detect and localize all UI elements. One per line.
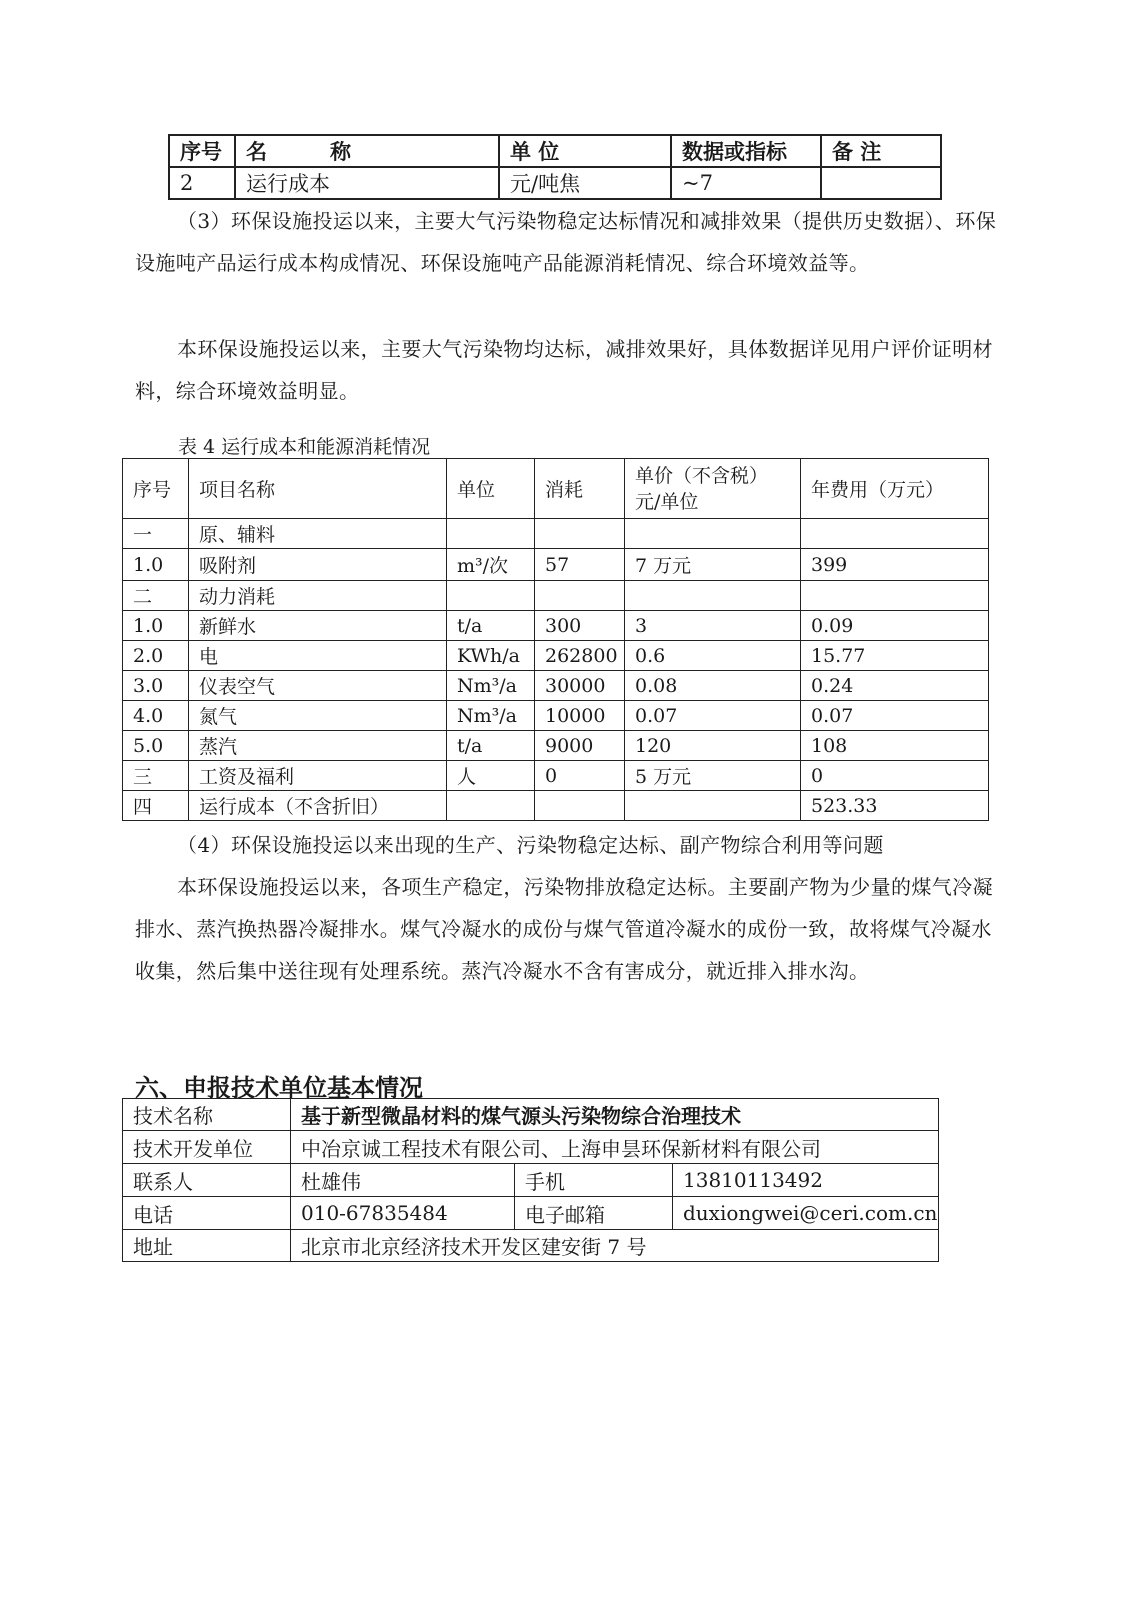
table-cell: 三 xyxy=(123,761,189,791)
table-row xyxy=(123,1131,939,1164)
label-cell: 联系人 xyxy=(123,1164,291,1197)
label-cell: 技术开发单位 xyxy=(123,1131,291,1164)
table-cell xyxy=(535,581,625,611)
table-cell: 0 xyxy=(535,761,625,791)
table-header-row xyxy=(123,459,989,519)
paragraph-byproducts: 本环保设施投运以来，各项生产稳定，污染物排放稳定达标。主要副产物为少量的煤气冷凝排水、蒸汽换热器冷凝排水。煤气冷凝水的成份与煤气管道冷凝水的成份一致，故将煤气冷凝水收集，然后集中送往现有处理系统。蒸汽冷凝水不含有害成分，就近排入排水沟。 xyxy=(135,875,993,983)
paragraph-summary: 本环保设施投运以来，主要大气污染物均达标，减排效果好，具体数据详见用户评价证明材料，综合环境效益明显。 xyxy=(135,337,993,403)
table-row xyxy=(123,1230,939,1262)
table-cell: 3 xyxy=(625,611,801,641)
table-cell xyxy=(447,581,535,611)
tech-name-value: 基于新型微晶材料的煤气源头污染物综合治理技术 xyxy=(291,1099,939,1131)
table-cell: 0.08 xyxy=(625,671,801,701)
header-cell: 单价（不含税）元/单位 xyxy=(625,459,801,519)
email-value: duxiongwei@ceri.com.cn xyxy=(673,1197,939,1230)
phone-value: 010-67835484 xyxy=(291,1197,515,1230)
table-cell: 3.0 xyxy=(123,671,189,701)
table-cell: 399 xyxy=(801,549,989,581)
table-cell: 原、辅料 xyxy=(189,519,447,549)
table-cell: 9000 xyxy=(535,731,625,761)
table-cell: 运行成本 xyxy=(235,167,499,199)
table-cell: 1.0 xyxy=(123,549,189,581)
table-cell: 工资及福利 xyxy=(189,761,447,791)
table-cell: 电 xyxy=(189,641,447,671)
table-cell: t/a xyxy=(447,611,535,641)
label-cell: 手机 xyxy=(515,1164,673,1197)
contact-value: 杜雄伟 xyxy=(291,1164,515,1197)
table-row xyxy=(123,701,989,731)
table-cell: Nm³/a xyxy=(447,671,535,701)
table-caption: 表 4 运行成本和能源消耗情况 xyxy=(178,436,431,458)
paragraph-4-heading: （4）环保设施投运以来出现的生产、污染物稳定达标、副产物综合利用等问题 xyxy=(177,833,884,857)
table-cell: 人 xyxy=(447,761,535,791)
table-cell: 二 xyxy=(123,581,189,611)
table-row xyxy=(169,167,941,199)
dev-unit-value: 中冶京诚工程技术有限公司、上海申昙环保新材料有限公司 xyxy=(291,1131,939,1164)
table-cell: 四 xyxy=(123,791,189,821)
table-cell: 5.0 xyxy=(123,731,189,761)
header-cell: 单 位 xyxy=(499,135,671,167)
table-cell: 4.0 xyxy=(123,701,189,731)
table-cell: 10000 xyxy=(535,701,625,731)
table-cell: 1.0 xyxy=(123,611,189,641)
table-cell: KWh/a xyxy=(447,641,535,671)
header-cell: 数据或指标 xyxy=(671,135,821,167)
table-cell: 蒸汽 xyxy=(189,731,447,761)
table-cell: 吸附剂 xyxy=(189,549,447,581)
header-cell: 单位 xyxy=(447,459,535,519)
header-cell: 序号 xyxy=(169,135,235,167)
table-cell xyxy=(625,791,801,821)
label-cell: 电子邮箱 xyxy=(515,1197,673,1230)
cost-table xyxy=(122,458,989,821)
table-cell xyxy=(447,791,535,821)
table-row xyxy=(123,519,989,549)
table-row xyxy=(123,1099,939,1131)
table-row xyxy=(123,611,989,641)
table-row xyxy=(123,761,989,791)
table-row xyxy=(123,791,989,821)
address-value: 北京市北京经济技术开发区建安街 7 号 xyxy=(291,1230,939,1262)
table-cell: 0 xyxy=(801,761,989,791)
table-row xyxy=(123,1164,939,1197)
table-cell xyxy=(801,519,989,549)
table-cell: 262800 xyxy=(535,641,625,671)
table-cell xyxy=(535,519,625,549)
table-cell: 一 xyxy=(123,519,189,549)
table-cell: 0.09 xyxy=(801,611,989,641)
table-cell: 仪表空气 xyxy=(189,671,447,701)
table-cell: 0.6 xyxy=(625,641,801,671)
paragraph-3: （3）环保设施投运以来，主要大气污染物稳定达标情况和减排效果（提供历史数据）、环保设施吨产品运行成本构成情况、环保设施吨产品能源消耗情况、综合环境效益等。 xyxy=(135,209,997,275)
table-cell xyxy=(625,581,801,611)
table-cell: 0.07 xyxy=(625,701,801,731)
table-cell: m³/次 xyxy=(447,549,535,581)
table-cell: t/a xyxy=(447,731,535,761)
header-cell: 消耗 xyxy=(535,459,625,519)
table-cell: 2.0 xyxy=(123,641,189,671)
table-cell: 0.07 xyxy=(801,701,989,731)
table-cell xyxy=(535,791,625,821)
table-cell: 新鲜水 xyxy=(189,611,447,641)
header-cell: 名 称 xyxy=(235,135,499,167)
section-title: 六、申报技术单位基本情况 xyxy=(135,1074,423,1102)
table-row xyxy=(123,549,989,581)
header-cell: 备 注 xyxy=(821,135,941,167)
table-row xyxy=(123,731,989,761)
table-cell: 15.77 xyxy=(801,641,989,671)
table-row xyxy=(123,1197,939,1230)
applicant-info-table xyxy=(122,1098,939,1262)
table-row xyxy=(123,641,989,671)
table-cell: 120 xyxy=(625,731,801,761)
table-cell: 元/吨焦 xyxy=(499,167,671,199)
table-cell: 5 万元 xyxy=(625,761,801,791)
table-cell: 523.33 xyxy=(801,791,989,821)
table-cell: 108 xyxy=(801,731,989,761)
table-cell xyxy=(801,581,989,611)
table-cell: ~7 xyxy=(671,167,821,199)
table-cell: 300 xyxy=(535,611,625,641)
table-row xyxy=(123,671,989,701)
table-cell: 2 xyxy=(169,167,235,199)
mobile-value: 13810113492 xyxy=(673,1164,939,1197)
indicator-table xyxy=(168,134,942,200)
table-cell: Nm³/a xyxy=(447,701,535,731)
label-cell: 技术名称 xyxy=(123,1099,291,1131)
table-cell xyxy=(447,519,535,549)
table-cell: 运行成本（不含折旧） xyxy=(189,791,447,821)
table-cell: 57 xyxy=(535,549,625,581)
table-cell: 7 万元 xyxy=(625,549,801,581)
table-row xyxy=(123,581,989,611)
table-cell xyxy=(625,519,801,549)
table-cell: 0.24 xyxy=(801,671,989,701)
label-cell: 地址 xyxy=(123,1230,291,1262)
header-cell: 序号 xyxy=(123,459,189,519)
label-cell: 电话 xyxy=(123,1197,291,1230)
table-cell: 氮气 xyxy=(189,701,447,731)
table-cell: 30000 xyxy=(535,671,625,701)
header-cell: 项目名称 xyxy=(189,459,447,519)
table-cell: 动力消耗 xyxy=(189,581,447,611)
table-cell xyxy=(821,167,941,199)
table-header-row xyxy=(169,135,941,167)
header-cell: 年费用（万元） xyxy=(801,459,989,519)
